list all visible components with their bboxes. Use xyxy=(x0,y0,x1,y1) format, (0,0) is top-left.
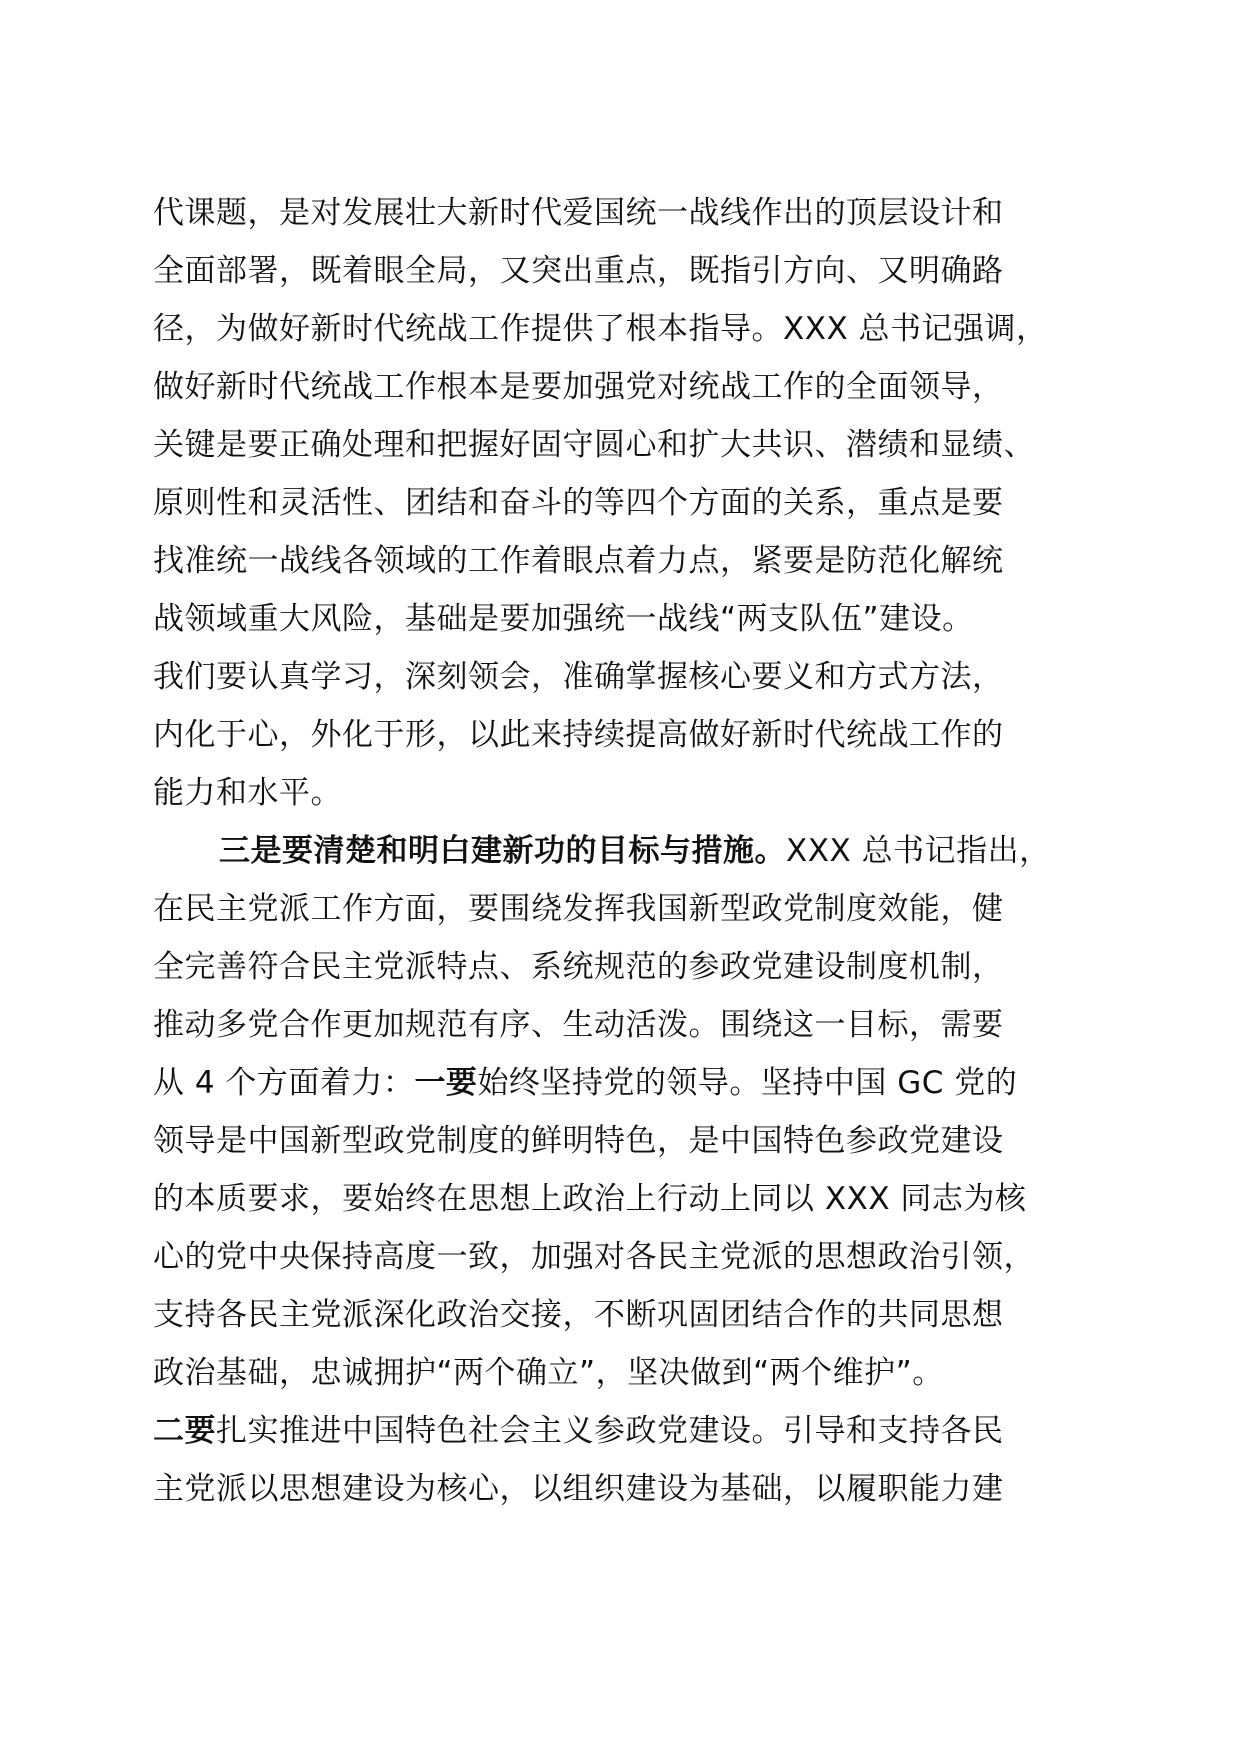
text-line xyxy=(153,1286,1093,1344)
text-run: 在民主党派工作方面，要围绕发挥我国新型政党制度效能，健 xyxy=(153,891,1004,927)
text-run: 的本质要求，要始终在思想上政治上行动上同以 XXX 同志为核 xyxy=(153,1181,1027,1217)
text-run: 心的党中央保持高度一致，加强对各民主党派的思想政治引领， xyxy=(153,1239,1035,1275)
text-run: 始终坚持党的领导。坚持中国 GC 党的 xyxy=(477,1065,1018,1101)
text-run: 从 4 个方面着力： xyxy=(153,1065,415,1101)
text-line xyxy=(153,184,1093,242)
text-run: 我们要认真学习，深刻领会，准确掌握核心要义和方式方法， xyxy=(153,659,1004,695)
text-run: 推动多党合作更加规范有序、生动活泼。围绕这一目标，需要 xyxy=(153,1007,1004,1043)
text-run: 政治基础，忠诚拥护“两个确立”，坚决做到“两个维护”。 xyxy=(153,1355,944,1391)
text-line xyxy=(153,938,1093,996)
text-run: 原则性和灵活性、团结和奋斗的等四个方面的关系，重点是要 xyxy=(153,485,1004,521)
text-line xyxy=(153,764,1093,822)
paragraph-heading-line xyxy=(153,822,1093,880)
text-line xyxy=(153,1054,1093,1112)
text-run: 主党派以思想建设为核心，以组织建设为基础，以履职能力建 xyxy=(153,1471,1004,1507)
text-run: 做好新时代统战工作根本是要加强党对统战工作的全面领导， xyxy=(153,369,1004,405)
text-line xyxy=(153,1112,1093,1170)
bold-heading: 三是要清楚和明白建新功的目标与措施。 xyxy=(219,833,786,869)
text-line xyxy=(153,300,1093,358)
text-run: 能力和水平。 xyxy=(153,775,342,811)
text-line xyxy=(153,1228,1093,1286)
text-line xyxy=(153,1402,1093,1460)
bold-keyword: 一要 xyxy=(414,1065,478,1101)
bold-keyword: 二要 xyxy=(153,1413,216,1449)
text-run: 支持各民主党派深化政治交接，不断巩固团结合作的共同思想 xyxy=(153,1297,1004,1333)
text-line xyxy=(153,358,1093,416)
text-line xyxy=(153,590,1093,648)
text-run: 内化于心，外化于形，以此来持续提高做好新时代统战工作的 xyxy=(153,717,1004,753)
text-run: 扎实推进中国特色社会主义参政党建设。引导和支持各民 xyxy=(216,1413,1004,1449)
text-run: 径，为做好新时代统战工作提供了根本指导。XXX 总书记强调， xyxy=(153,311,1048,347)
text-line xyxy=(153,996,1093,1054)
text-line xyxy=(153,416,1093,474)
text-run: 代课题，是对发展壮大新时代爱国统一战线作出的顶层设计和 xyxy=(153,195,1004,231)
text-run: 关键是要正确处理和把握好固守圆心和扩大共识、潜绩和显绩、 xyxy=(153,427,1035,463)
text-run: 找准统一战线各领域的工作着眼点着力点，紧要是防范化解统 xyxy=(153,543,1004,579)
text-line xyxy=(153,474,1093,532)
text-line xyxy=(153,880,1093,938)
text-line xyxy=(153,1344,1093,1402)
text-run: 全面部署，既着眼全局，又突出重点，既指引方向、又明确路 xyxy=(153,253,1004,289)
text-line xyxy=(153,242,1093,300)
text-line xyxy=(153,532,1093,590)
text-line xyxy=(153,1460,1093,1518)
text-run: 战领域重大风险，基础是要加强统一战线“两支队伍”建设。 xyxy=(153,601,974,637)
body-text xyxy=(153,184,1093,1518)
text-line xyxy=(153,706,1093,764)
text-run: XXX 总书记指出， xyxy=(786,833,1051,869)
text-line xyxy=(153,648,1093,706)
text-run: 领导是中国新型政党制度的鲜明特色，是中国特色参政党建设 xyxy=(153,1123,1004,1159)
text-line xyxy=(153,1170,1093,1228)
text-run: 全完善符合民主党派特点、系统规范的参政党建设制度机制， xyxy=(153,949,1004,985)
